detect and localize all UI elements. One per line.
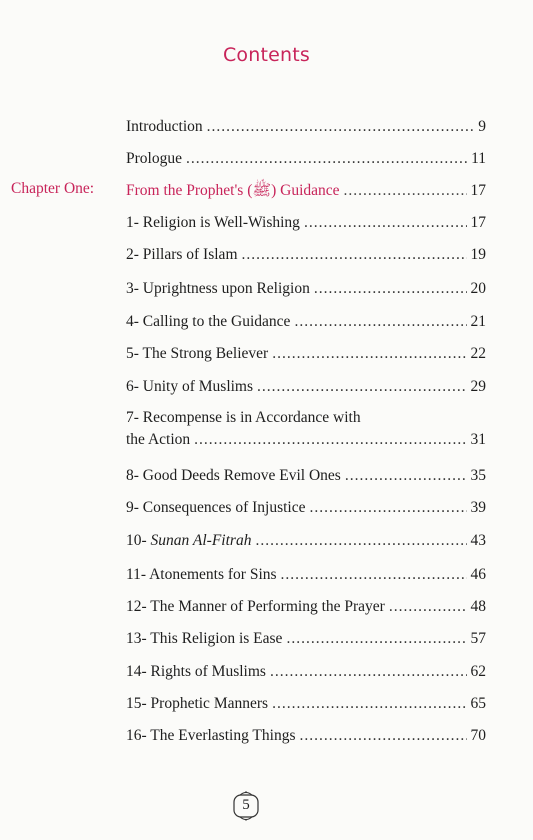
toc-entry-label: Introduction (126, 118, 203, 135)
leader-dots (304, 212, 467, 234)
leader-dots (344, 180, 467, 202)
toc-entry-label: 6- Unity of Muslims (126, 378, 254, 395)
toc-entry-prophetic-manners[interactable] (126, 693, 486, 715)
toc-chapter-title: From the Prophet's (ﷺ) Guidance (126, 182, 340, 199)
toc-entry-label: 12- The Manner of Performing the Prayer (126, 598, 385, 615)
toc-entry-label: 9- Consequences of Injustice (126, 499, 306, 516)
toc-entry-label: 2- Pillars of Islam (126, 246, 238, 263)
toc-entry-recompense[interactable] (126, 407, 486, 451)
toc-entry-religion-is-ease[interactable] (126, 628, 486, 650)
toc-entry-label: 4- Calling to the Guidance (126, 313, 291, 330)
leader-dots (186, 148, 467, 170)
toc-entry-label (126, 530, 251, 552)
leader-dots (310, 497, 467, 519)
toc-entry-everlasting-things[interactable] (126, 725, 486, 747)
toc-entry-label: 1- Religion is Well-Wishing (126, 214, 300, 231)
toc-entry-label: 14- Rights of Muslims (126, 663, 266, 680)
toc-page-number: 17 (470, 182, 486, 199)
toc-entry-rights-of-muslims[interactable] (126, 661, 486, 683)
toc-entry-label: 13- This Religion is Ease (126, 630, 283, 647)
leader-dots (242, 244, 467, 266)
toc-entry-introduction[interactable] (126, 116, 486, 138)
leader-dots (294, 311, 466, 333)
leader-dots (345, 465, 467, 487)
toc-page-number: 62 (470, 663, 486, 680)
toc-entry-unity-of-muslims[interactable] (126, 376, 486, 398)
toc-page-number: 17 (470, 214, 486, 231)
page-number-ornament (230, 790, 262, 822)
leader-dots (286, 628, 466, 650)
toc-entry-label: the Action (126, 431, 191, 448)
toc-entry-prologue[interactable] (126, 148, 486, 170)
toc-page-number: 48 (470, 598, 486, 615)
toc-page-number: 46 (470, 566, 486, 583)
toc-page-number: 29 (470, 378, 486, 395)
page-number: 5 (242, 797, 250, 813)
toc-page-number: 19 (470, 246, 486, 263)
toc-entry-number: 10- (126, 532, 151, 549)
toc-entry-manner-of-prayer[interactable] (126, 596, 486, 618)
toc-page-number: 39 (470, 499, 486, 516)
leader-dots (255, 530, 466, 552)
leader-dots (389, 596, 467, 618)
toc-entry-good-deeds[interactable] (126, 465, 486, 487)
toc-page-number: 11 (471, 150, 486, 167)
leader-dots (257, 376, 466, 398)
toc-page-number: 70 (470, 727, 486, 744)
leader-dots (194, 429, 466, 451)
toc-entry-strong-believer[interactable] (126, 343, 486, 365)
leader-dots (272, 693, 466, 715)
toc-entry-label: 11- Atonements for Sins (126, 566, 277, 583)
toc-entry-atonements[interactable] (126, 564, 486, 586)
toc-page-number: 43 (470, 532, 486, 549)
toc-page-number: 65 (470, 695, 486, 712)
toc-entry-label: 16- The Everlasting Things (126, 727, 296, 744)
toc-entry-label: 15- Prophetic Manners (126, 695, 269, 712)
chapter-label: Chapter One: (11, 180, 95, 197)
toc-page-number: 9 (478, 118, 486, 135)
leader-dots (207, 116, 475, 138)
toc-entry-italic-title: Sunan Al-Fitrah (150, 532, 252, 549)
toc-entry-label: 3- Uprightness upon Religion (126, 280, 310, 297)
toc-entry-calling-to-guidance[interactable] (126, 311, 486, 333)
toc-entry-label: 5- The Strong Believer (126, 345, 269, 362)
toc-entry-label: 8- Good Deeds Remove Evil Ones (126, 467, 341, 484)
leader-dots (270, 661, 467, 683)
leader-dots (299, 725, 466, 747)
leader-dots (272, 343, 466, 365)
toc-entry-religion-well-wishing[interactable] (126, 212, 486, 234)
toc-entry-uprightness[interactable] (126, 278, 486, 300)
toc-entry-sunan-al-fitrah[interactable] (126, 530, 486, 552)
toc-entry-label-line1: 7- Recompense is in Accordance with (126, 409, 361, 426)
toc-entry-chapter-one[interactable] (126, 180, 486, 202)
page-title: Contents (222, 44, 311, 66)
toc-page-number: 21 (470, 313, 486, 330)
toc-page-number: 57 (470, 630, 486, 647)
leader-dots (281, 564, 467, 586)
toc-page-number: 31 (470, 431, 486, 448)
toc-page-number: 35 (470, 467, 486, 484)
toc-page-number: 20 (470, 280, 486, 297)
toc-entry-pillars-of-islam[interactable] (126, 244, 486, 266)
toc-entry-label: Prologue (126, 150, 182, 167)
toc-entry-consequences-of-injustice[interactable] (126, 497, 486, 519)
leader-dots (314, 278, 467, 300)
toc-page-number: 22 (470, 345, 486, 362)
